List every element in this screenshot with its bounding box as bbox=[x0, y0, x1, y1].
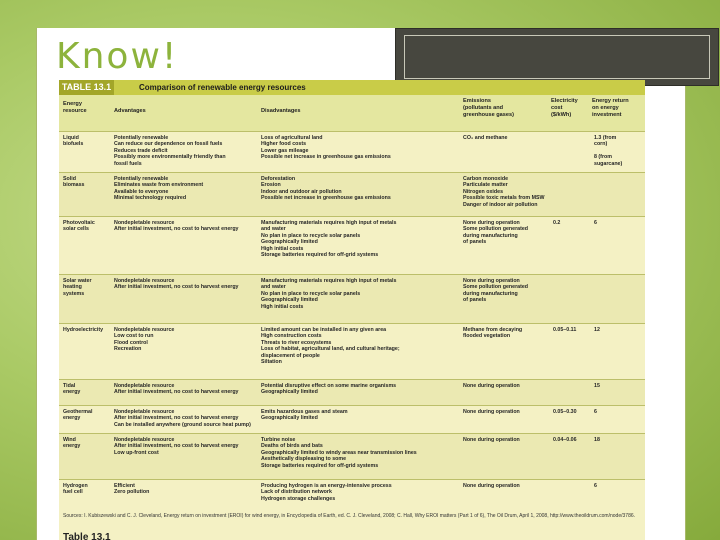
table-row bbox=[59, 131, 645, 173]
table-row bbox=[59, 479, 645, 512]
cell-resource: Geothermal energy bbox=[63, 409, 93, 422]
header-eroi: Energy return on energy investment bbox=[592, 98, 629, 118]
cell-eroi: 18 bbox=[594, 437, 600, 443]
cell-disadvantages: Limited amount can be installed in any given area High construction costs Threats to river ecosystems Loss of habitat, agricultural land, and cultural heritage; displacement of people Siltation bbox=[261, 327, 400, 366]
cell-emissions: CO₂ and methane bbox=[463, 135, 508, 141]
cell-advantages: Nondepletable resource After initial investment, no cost to harvest energy Low up-front cost bbox=[114, 437, 239, 456]
cell-advantages: Nondepletable resource After initial investment, no cost to harvest energy bbox=[114, 278, 239, 291]
table-row bbox=[59, 323, 645, 380]
table-header-bar bbox=[59, 80, 645, 95]
cell-eroi: 1.3 (from corn) 8 (from sugarcane) bbox=[594, 135, 623, 167]
cell-resource: Tidal energy bbox=[63, 383, 81, 396]
table-row bbox=[59, 274, 645, 324]
cell-emissions: None during operation bbox=[463, 409, 520, 415]
column-headers bbox=[59, 95, 645, 131]
table-row bbox=[59, 216, 645, 275]
header-advantages: Advantages bbox=[114, 108, 146, 114]
cell-resource: Solar water heating systems bbox=[63, 278, 92, 297]
cell-advantages: Nondepletable resource Low cost to run Flood control Recreation bbox=[114, 327, 175, 353]
cell-disadvantages: Producing hydrogen is an energy-intensive process Lack of distribution network Hydrogen storage challenges bbox=[261, 483, 392, 502]
cell-eroi: 15 bbox=[594, 383, 600, 389]
table-row bbox=[59, 433, 645, 480]
slide-title: Know! bbox=[56, 36, 179, 77]
cell-resource: Solid biomass bbox=[63, 176, 85, 189]
cell-advantages: Nondepletable resource After initial investment, no cost to harvest energy bbox=[114, 383, 239, 396]
cell-emissions: None during operation bbox=[463, 483, 520, 489]
table-row bbox=[59, 172, 645, 217]
cell-emissions: Carbon monoxide Particulate matter Nitrogen oxides Possible toxic metals from MSW Danger of indoor air pollution bbox=[463, 176, 545, 208]
cell-disadvantages: Manufacturing materials requires high input of metals and water No plan in place to recycle solar panels Geographically limited High initial costs bbox=[261, 278, 397, 310]
cell-advantages: Nondepletable resource After initial investment, no cost to harvest energy Can be installed anywhere (ground source heat pump) bbox=[114, 409, 251, 428]
cell-emissions: None during operation bbox=[463, 437, 520, 443]
cell-eroi: 6 bbox=[594, 483, 597, 489]
cell-advantages: Potentially renewable Eliminates waste from environment Available to everyone Minimal technology required bbox=[114, 176, 204, 202]
cell-resource: Photovoltaic solar cells bbox=[63, 220, 95, 233]
cell-disadvantages: Potential disruptive effect on some marine organisms Geographically limited bbox=[261, 383, 397, 396]
cell-cost: 0.05–0.11 bbox=[553, 327, 577, 333]
cell-disadvantages: Manufacturing materials requires high input of metals and water No plan in place to recycle solar panels Geographically limited High initial costs Storage batteries required for off-grid systems bbox=[261, 220, 397, 259]
renewable-energy-table bbox=[59, 80, 645, 540]
cell-cost: 0.04–0.06 bbox=[553, 437, 577, 443]
cell-disadvantages: Turbine noise Deaths of birds and bats Geographically limited to windy areas near transmission lines Aesthetically displeasing to some Storage batteries required for off-grid systems bbox=[261, 437, 417, 469]
cell-eroi: 6 bbox=[594, 409, 597, 415]
cell-advantages: Nondepletable resource After initial investment, no cost to harvest energy bbox=[114, 220, 239, 233]
table-label: TABLE 13.1 bbox=[59, 80, 114, 95]
cell-cost: 0.2 bbox=[553, 220, 561, 226]
cell-resource: Liquid biofuels bbox=[63, 135, 84, 148]
header-emissions: Emissions (pollutants and greenhouse gases) bbox=[463, 98, 514, 118]
cell-emissions: Methane from decaying flooded vegetation bbox=[463, 327, 523, 340]
cell-disadvantages: Loss of agricultural land Higher food costs Lower gas mileage Possible net increase in greenhouse gas emissions bbox=[261, 135, 391, 161]
cell-disadvantages: Deforestation Erosion Indoor and outdoor air pollution Possible net increase in greenhouse gas emissions bbox=[261, 176, 391, 202]
cell-resource: Wind energy bbox=[63, 437, 81, 450]
table-row bbox=[59, 379, 645, 406]
cell-resource: Hydroelectricity bbox=[63, 327, 104, 333]
cell-emissions: None during operation Some pollution generated during manufacturing of panels bbox=[463, 278, 529, 304]
header-disadvantages: Disadvantages bbox=[261, 108, 301, 114]
decorative-frame bbox=[395, 28, 719, 86]
cell-eroi: 12 bbox=[594, 327, 600, 333]
cell-cost: 0.05–0.30 bbox=[553, 409, 577, 415]
header-energy-resource: Energy resource bbox=[63, 101, 87, 114]
cell-emissions: None during operation Some pollution generated during manufacturing of panels bbox=[463, 220, 529, 246]
table-row bbox=[59, 405, 645, 434]
header-electricity-cost: Electricity cost ($/kWh) bbox=[551, 98, 578, 118]
cell-resource: Hydrogen fuel cell bbox=[63, 483, 88, 496]
cell-disadvantages: Emits hazardous gases and steam Geographically limited bbox=[261, 409, 348, 422]
table-bottom-label: Table 13.1 bbox=[63, 532, 111, 540]
table-sources: Sources: I. Kubiszewski and C. J. Cleveland, Energy return on investment (EROI) for wind energy, in Encyclopedia of Earth, ed. C. J. Cleveland, 2008; C. Hall, Why EROI matters (Part 1 of 6), The Oil Drum, April 1, 2008, http://www.theoildrum.com/node/3786. bbox=[63, 513, 636, 519]
cell-emissions: None during operation bbox=[463, 383, 520, 389]
cell-advantages: Potentially renewable Can reduce our dependence on fossil fuels Reduces trade deficit Possibly more environmentally friendly than fossil fuels bbox=[114, 135, 226, 167]
cell-eroi: 6 bbox=[594, 220, 597, 226]
cell-advantages: Efficient Zero pollution bbox=[114, 483, 150, 496]
table-caption: Comparison of renewable energy resources bbox=[139, 83, 306, 92]
